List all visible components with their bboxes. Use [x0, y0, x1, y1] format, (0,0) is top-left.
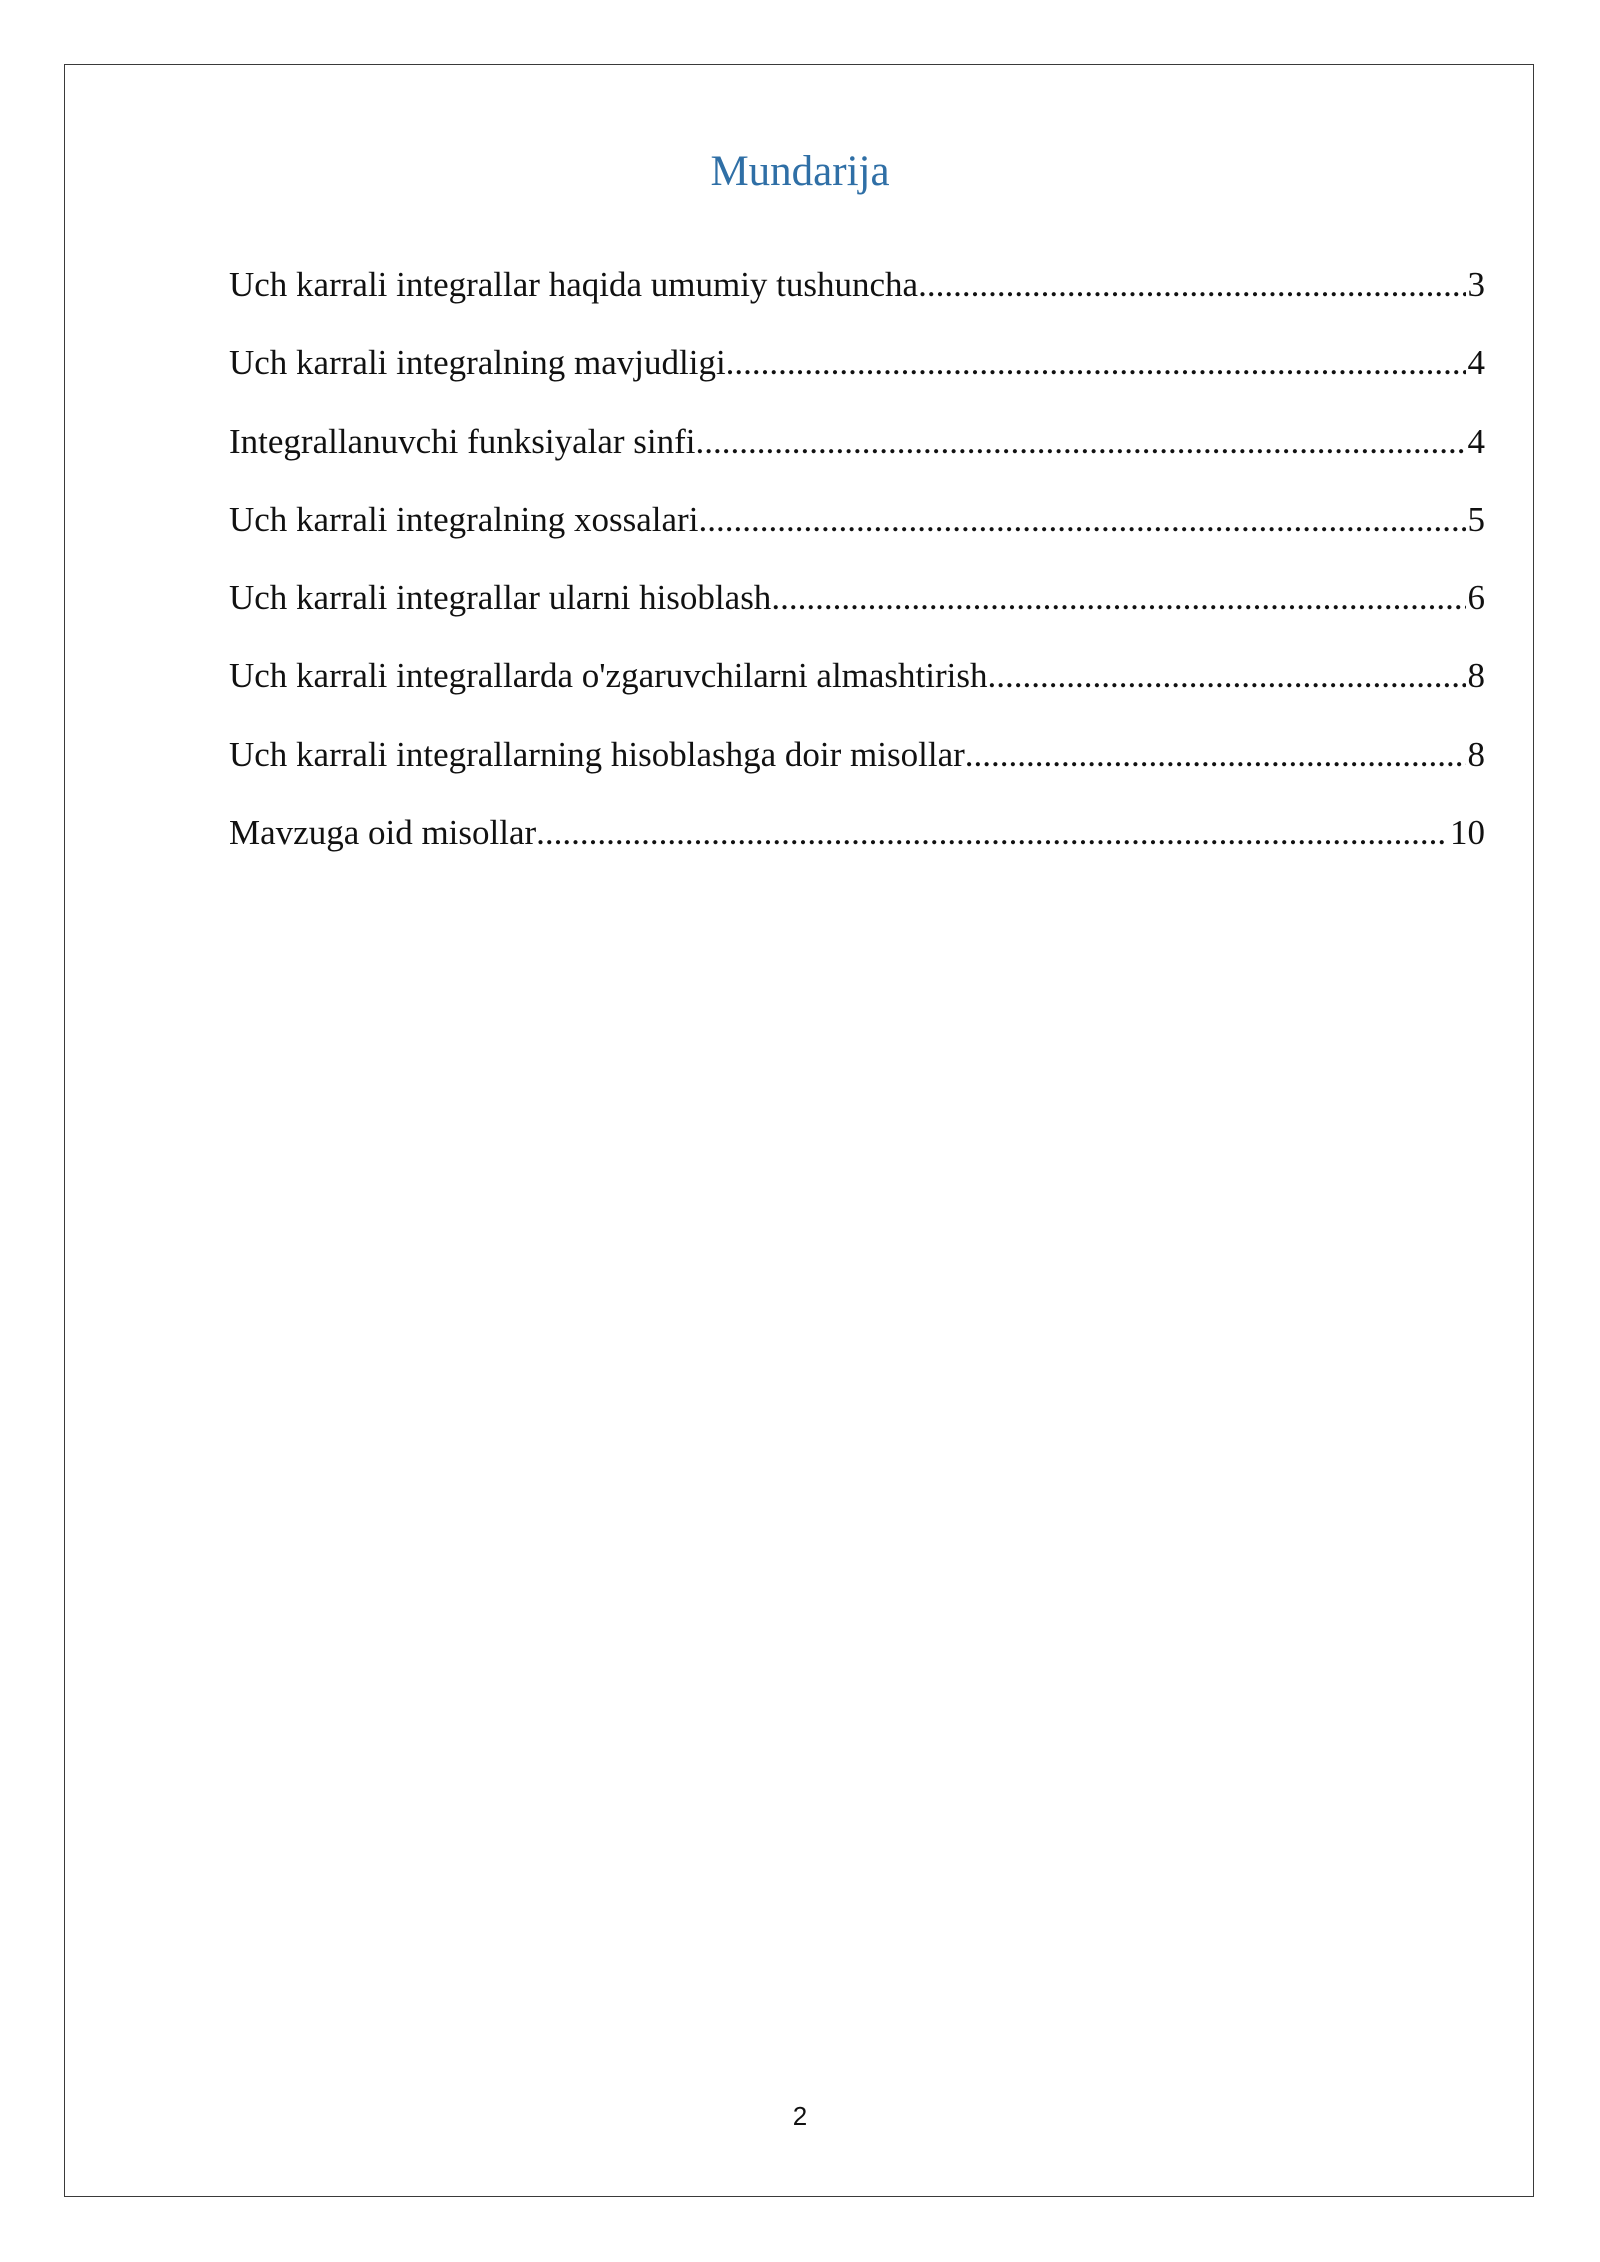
toc-entry-page: 5: [1467, 499, 1485, 539]
toc-entry[interactable]: [229, 343, 1485, 421]
toc-dot-leader: [696, 422, 1466, 462]
table-of-contents: [229, 265, 1485, 891]
page-number: 2: [792, 2101, 808, 2131]
toc-entry[interactable]: [229, 422, 1485, 500]
toc-dot-leader: [536, 813, 1448, 853]
toc-dot-leader: [771, 578, 1465, 618]
toc-entry-title: Uch karrali integrallarda o'zgaruvchilarni almashtirish: [229, 656, 988, 696]
toc-entry-title: Mavzuga oid misollar: [229, 813, 537, 853]
toc-entry-title: Uch karrali integrallarning hisoblashga doir misollar: [229, 734, 965, 774]
toc-dot-leader: [698, 500, 1465, 540]
toc-entry[interactable]: [229, 578, 1485, 656]
toc-entry-title: Integrallanuvchi funksiyalar sinfi: [229, 421, 696, 461]
toc-entry-page: 4: [1467, 343, 1485, 383]
toc-entry[interactable]: [229, 265, 1485, 343]
toc-entry-title: Uch karrali integralning xossalari: [229, 499, 699, 539]
toc-entry-title: Uch karrali integralning mavjudligi: [229, 343, 726, 383]
toc-entry-page: 4: [1467, 421, 1485, 461]
toc-entry[interactable]: [229, 656, 1485, 734]
toc-dot-leader: [988, 656, 1466, 696]
toc-entry-page: 10: [1450, 813, 1485, 853]
toc-entry-title: Uch karrali integrallar haqida umumiy tushuncha: [229, 265, 919, 304]
toc-entry[interactable]: [229, 500, 1485, 578]
toc-dot-leader: [726, 343, 1466, 383]
toc-entry-page: 8: [1467, 656, 1485, 696]
toc-dot-leader: [918, 265, 1465, 305]
toc-entry-title: Uch karrali integrallar ularni hisoblash: [229, 578, 772, 618]
toc-entry-page: 8: [1467, 734, 1485, 774]
toc-entry[interactable]: [229, 813, 1485, 891]
toc-entry-page: 6: [1467, 578, 1485, 618]
toc-title: Mundarija: [710, 148, 890, 195]
toc-dot-leader: [965, 735, 1466, 775]
toc-entry-page: 3: [1467, 265, 1485, 304]
toc-entry[interactable]: [229, 735, 1485, 813]
